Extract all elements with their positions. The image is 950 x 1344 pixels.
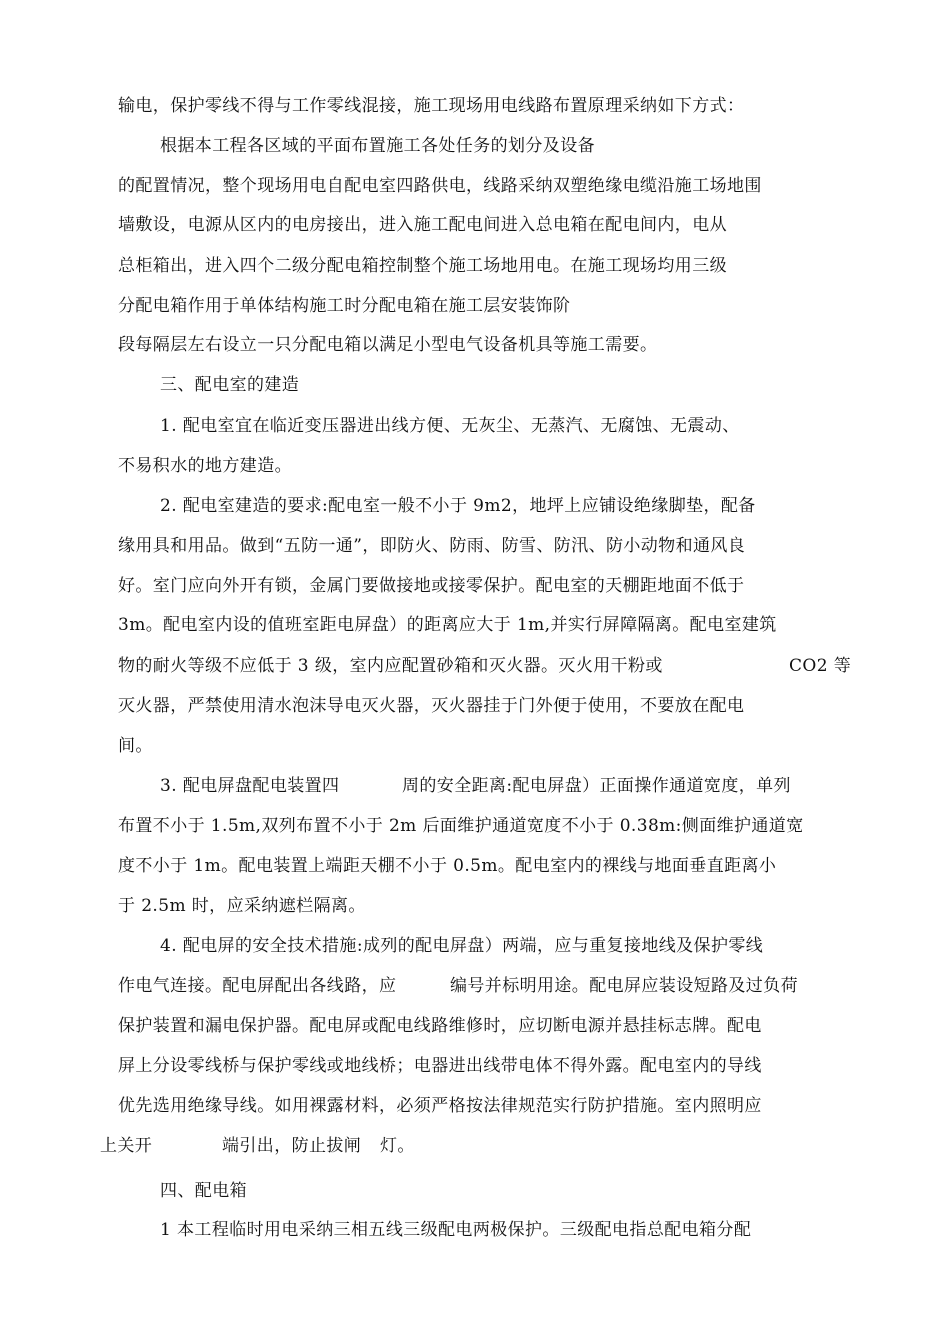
text-line-11: 2. 配电室建造的要求:配电室一般不小于 9m2，地坪上应铺设绝缘脚垫，配备 xyxy=(160,496,756,516)
section-heading-3: 三、配电室的建造 xyxy=(160,375,300,395)
text-line-15b: CO2 等 xyxy=(789,656,852,676)
text-line-23b: 编号并标明用途。配电屏应装设短路及过负荷 xyxy=(450,976,798,996)
text-line-27c: 灯。 xyxy=(380,1136,415,1156)
text-line-25: 屏上分设零线桥与保护零线或地线桥；电器进出线带电体不得外露。配电室内的导线 xyxy=(118,1056,762,1076)
text-line-19: 布置不小于 1.5m,双列布置不小于 2m 后面维护通道宽度不小于 0.38m:侧面维护通道宽 xyxy=(118,816,804,836)
text-line-21: 于 2.5m 时，应采纳遮栏隔离。 xyxy=(118,896,366,916)
text-line-5: 总柜箱出，进入四个二级分配电箱控制整个施工场地用电。在施工现场均用三级 xyxy=(118,256,727,276)
text-line-26: 优先选用绝缘导线。如用裸露材料，必须严格按法律规范实行防护措施。室内照明应 xyxy=(118,1096,762,1116)
text-line-24: 保护装置和漏电保护器。配电屏或配电线路维修时，应切断电源并悬挂标志牌。配电 xyxy=(118,1016,762,1036)
text-line-27b: 端引出，防止拔闸 xyxy=(222,1136,362,1156)
text-line-3: 的配置情况，整个现场用电自配电室四路供电，线路采纳双塑绝缘电缆沿施工场地围 xyxy=(118,176,762,196)
text-line-18a: 3. 配电屏盘配电装置四 xyxy=(160,776,340,796)
text-line-18b: 周的安全距离:配电屏盘）正面操作通道宽度，单列 xyxy=(402,776,791,796)
text-line-20: 度不小于 1m。配电装置上端距天棚不小于 0.5m。配电室内的裸线与地面垂直距离小 xyxy=(118,856,777,876)
text-line-4: 墙敷设，电源从区内的电房接出，进入施工配电间进入总电箱在配电间内，电从 xyxy=(118,215,727,235)
text-line-2: 根据本工程各区域的平面布置施工各处任务的划分及设备 xyxy=(160,136,595,156)
text-line-27a: 上关开 xyxy=(100,1136,153,1156)
text-line-16: 灭火器，严禁使用清水泡沫导电灭火器，灭火器挂于门外便于使用，不要放在配电 xyxy=(118,696,745,716)
text-line-14: 3m。配电室内设的值班室距电屏盘）的距离应大于 1m,并实行屏障隔离。配电室建筑 xyxy=(118,615,777,635)
text-line-1: 输电，保护零线不得与工作零线混接，施工现场用电线路布置原理采纳如下方式： xyxy=(118,96,745,116)
text-line-23a: 作电气连接。配电屏配出各线路，应 xyxy=(118,976,397,996)
text-line-15: 物的耐火等级不应低于 3 级，室内应配置砂箱和灭火器。灭火用干粉或 xyxy=(118,656,663,676)
text-line-17: 间。 xyxy=(118,736,153,756)
text-line-6: 分配电箱作用于单体结构施工时分配电箱在施工层安装饰阶 xyxy=(118,296,571,316)
text-line-9: 1. 配电室宜在临近变压器进出线方便、无灰尘、无蒸汽、无腐蚀、无震动、 xyxy=(160,416,740,436)
section-heading-4: 四、配电箱 xyxy=(160,1181,247,1201)
text-line-29: 1 本工程临时用电采纳三相五线三级配电两极保护。三级配电指总配电箱分配 xyxy=(160,1220,752,1240)
text-line-13: 好。室门应向外开有锁，金属门要做接地或接零保护。配电室的天棚距地面不低于 xyxy=(118,576,745,596)
text-line-7: 段每隔层左右设立一只分配电箱以满足小型电气设备机具等施工需要。 xyxy=(118,335,658,355)
text-line-22: 4. 配电屏的安全技术措施:成列的配电屏盘）两端，应与重复接地线及保护零线 xyxy=(160,936,764,956)
text-line-12: 缘用具和用品。做到“五防一通”，即防火、防雨、防雪、防汛、防小动物和通风良 xyxy=(118,536,746,556)
text-line-10: 不易积水的地方建造。 xyxy=(118,456,292,476)
